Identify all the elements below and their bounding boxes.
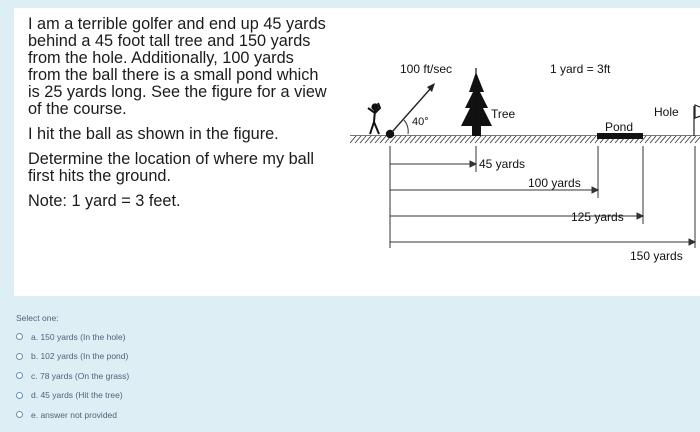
radio-e[interactable] <box>16 411 23 418</box>
option-a-label[interactable]: a. 150 yards (In the hole) <box>31 331 126 342</box>
hole-flag-icon <box>694 105 700 136</box>
question-card <box>14 8 700 296</box>
distance-100-label: 100 yards <box>528 176 581 190</box>
question-task: Determine the location of where my ball first hits the ground. <box>28 150 314 185</box>
distance-125-label: 125 yards <box>571 210 624 224</box>
option-c-label[interactable]: c. 78 yards (On the grass) <box>31 370 130 381</box>
answer-options <box>16 327 129 425</box>
option-c[interactable] <box>16 366 129 386</box>
question-hit-statement: I hit the ball as shown in the figure. <box>28 125 279 143</box>
conversion-label: 1 yard = 3ft <box>550 62 611 76</box>
tree-label: Tree <box>491 107 516 121</box>
tree-icon <box>461 68 492 136</box>
question-text <box>28 16 328 218</box>
angle-label: 40° <box>412 116 429 128</box>
option-d[interactable] <box>16 386 129 406</box>
select-one-prompt: Select one: <box>16 313 59 323</box>
question-intro: I am a terrible golfer and end up 45 yards behind a 45 foot tall tree and 150 yards from the hole. Additionally, 100 yards from the ball there is a small pond which is 25 yards long. See the figure for a view of the course. <box>28 15 327 118</box>
option-e[interactable] <box>16 405 129 425</box>
golfer-icon <box>368 103 380 134</box>
radio-c[interactable] <box>16 372 23 379</box>
option-a[interactable] <box>16 327 129 347</box>
option-b[interactable] <box>16 347 129 367</box>
hole-label: Hole <box>654 105 679 119</box>
radio-d[interactable] <box>16 392 23 399</box>
option-e-label[interactable]: e. answer not provided <box>31 409 117 420</box>
question-note: Note: 1 yard = 3 feet. <box>28 192 181 210</box>
distance-150-label: 150 yards <box>630 249 683 263</box>
distance-45-label: 45 yards <box>479 157 526 171</box>
ground <box>350 136 700 143</box>
course-figure <box>350 50 700 280</box>
radio-a[interactable] <box>16 333 23 340</box>
dimension-arrows <box>390 161 695 245</box>
radio-b[interactable] <box>16 353 23 360</box>
pond-label: Pond <box>605 120 634 134</box>
velocity-label: 100 ft/sec <box>400 62 453 76</box>
dimension-lines <box>390 146 695 248</box>
option-d-label[interactable]: d. 45 yards (Hit the tree) <box>31 390 123 401</box>
option-b-label[interactable]: b. 102 yards (In the pond) <box>31 351 129 362</box>
